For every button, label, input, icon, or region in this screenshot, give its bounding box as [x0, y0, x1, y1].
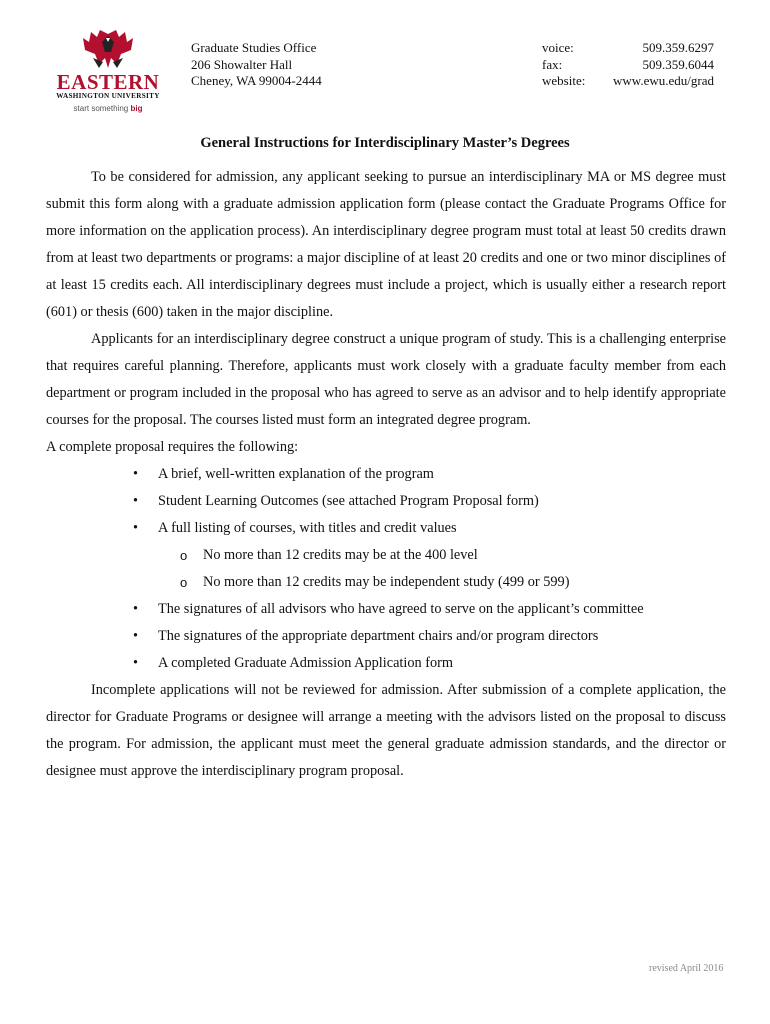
- address-line: Graduate Studies Office: [191, 40, 317, 55]
- list-item: • A full listing of courses, with titles and credit values: [133, 520, 457, 536]
- list-item: • A completed Graduate Admission Application form: [133, 655, 454, 671]
- address-line: Cheney, WA 99004-2444: [191, 73, 322, 88]
- sub-list-item: o No more than 12 credits may be at the 400 level: [180, 547, 478, 563]
- paragraph-intro: To be considered for admission, any applicant seeking to pursue an interdisciplinary MA or MS degree must submit this form along with a graduate admission application form (please contact the Graduate Programs Office for more information on the application process). An interdisciplinary degree program must total at least 50 credits drawn from at least two departments or programs: a major discipline of at least 20 credits and one or two minor disciplines of at least 15 credits each. All interdisciplinary degrees must include a project, which is usually either a research report (601) or thesis (600) taken in the major discipline.: [46, 169, 726, 320]
- contact-website: website: www.ewu.edu/grad: [542, 73, 714, 88]
- contact-info: [542, 40, 714, 90]
- document-title: General Instructions for Interdisciplinary Master’s Degrees: [200, 135, 570, 151]
- address-line: 206 Showalter Hall: [191, 56, 293, 72]
- list-item: • A brief, well-written explanation of the program: [133, 466, 434, 482]
- paragraph-requirements-tail: A complete proposal requires the following:: [46, 439, 299, 455]
- paragraph-requirements: Applicants for an interdisciplinary degree construct a unique program of study. This is a challenging enterprise that requires careful planning. Therefore, applicants must work closely with a graduate faculty member from each department or program included in the proposal who has agreed to serve as an advisor and to help identify appropriate courses for the proposal. The courses listed must form an integrated degree program.: [46, 331, 726, 428]
- office-address: [191, 40, 322, 90]
- logo-subtitle: WASHINGTON UNIVERSITY: [56, 92, 160, 100]
- list-item: • The signatures of all advisors who have agreed to serve on the applicant’s committee: [133, 601, 644, 617]
- list-item: • The signatures of the appropriate department chairs and/or program directors: [133, 628, 599, 644]
- sub-list-item: o No more than 12 credits may be independent study (499 or 599): [180, 574, 570, 590]
- requirements-list-continued: [46, 596, 726, 677]
- paragraph-review: Incomplete applications will not be reviewed for admission. After submission of a complete application, the director for Graduate Programs or designee will arrange a meeting with the advisors listed on the proposal to discuss the program. For admission, the applicant must meet the general graduate admission standards, and the director or designee must approve the interdisciplinary program proposal.: [46, 682, 726, 779]
- contact-voice: voice: 509.359.6297: [542, 40, 714, 55]
- list-item: • Student Learning Outcomes (see attached Program Proposal form): [133, 493, 539, 509]
- eagle-icon: [53, 28, 163, 72]
- logo-tagline: start something big: [73, 104, 143, 113]
- revision-note: revised April 2016: [649, 963, 724, 974]
- document-body: [46, 164, 726, 785]
- logo-wordmark: EASTERN: [56, 70, 160, 94]
- course-sublist: [46, 542, 726, 596]
- contact-fax: fax: 509.359.6044: [542, 56, 714, 72]
- university-logo: [53, 28, 163, 120]
- requirements-list: [46, 461, 726, 542]
